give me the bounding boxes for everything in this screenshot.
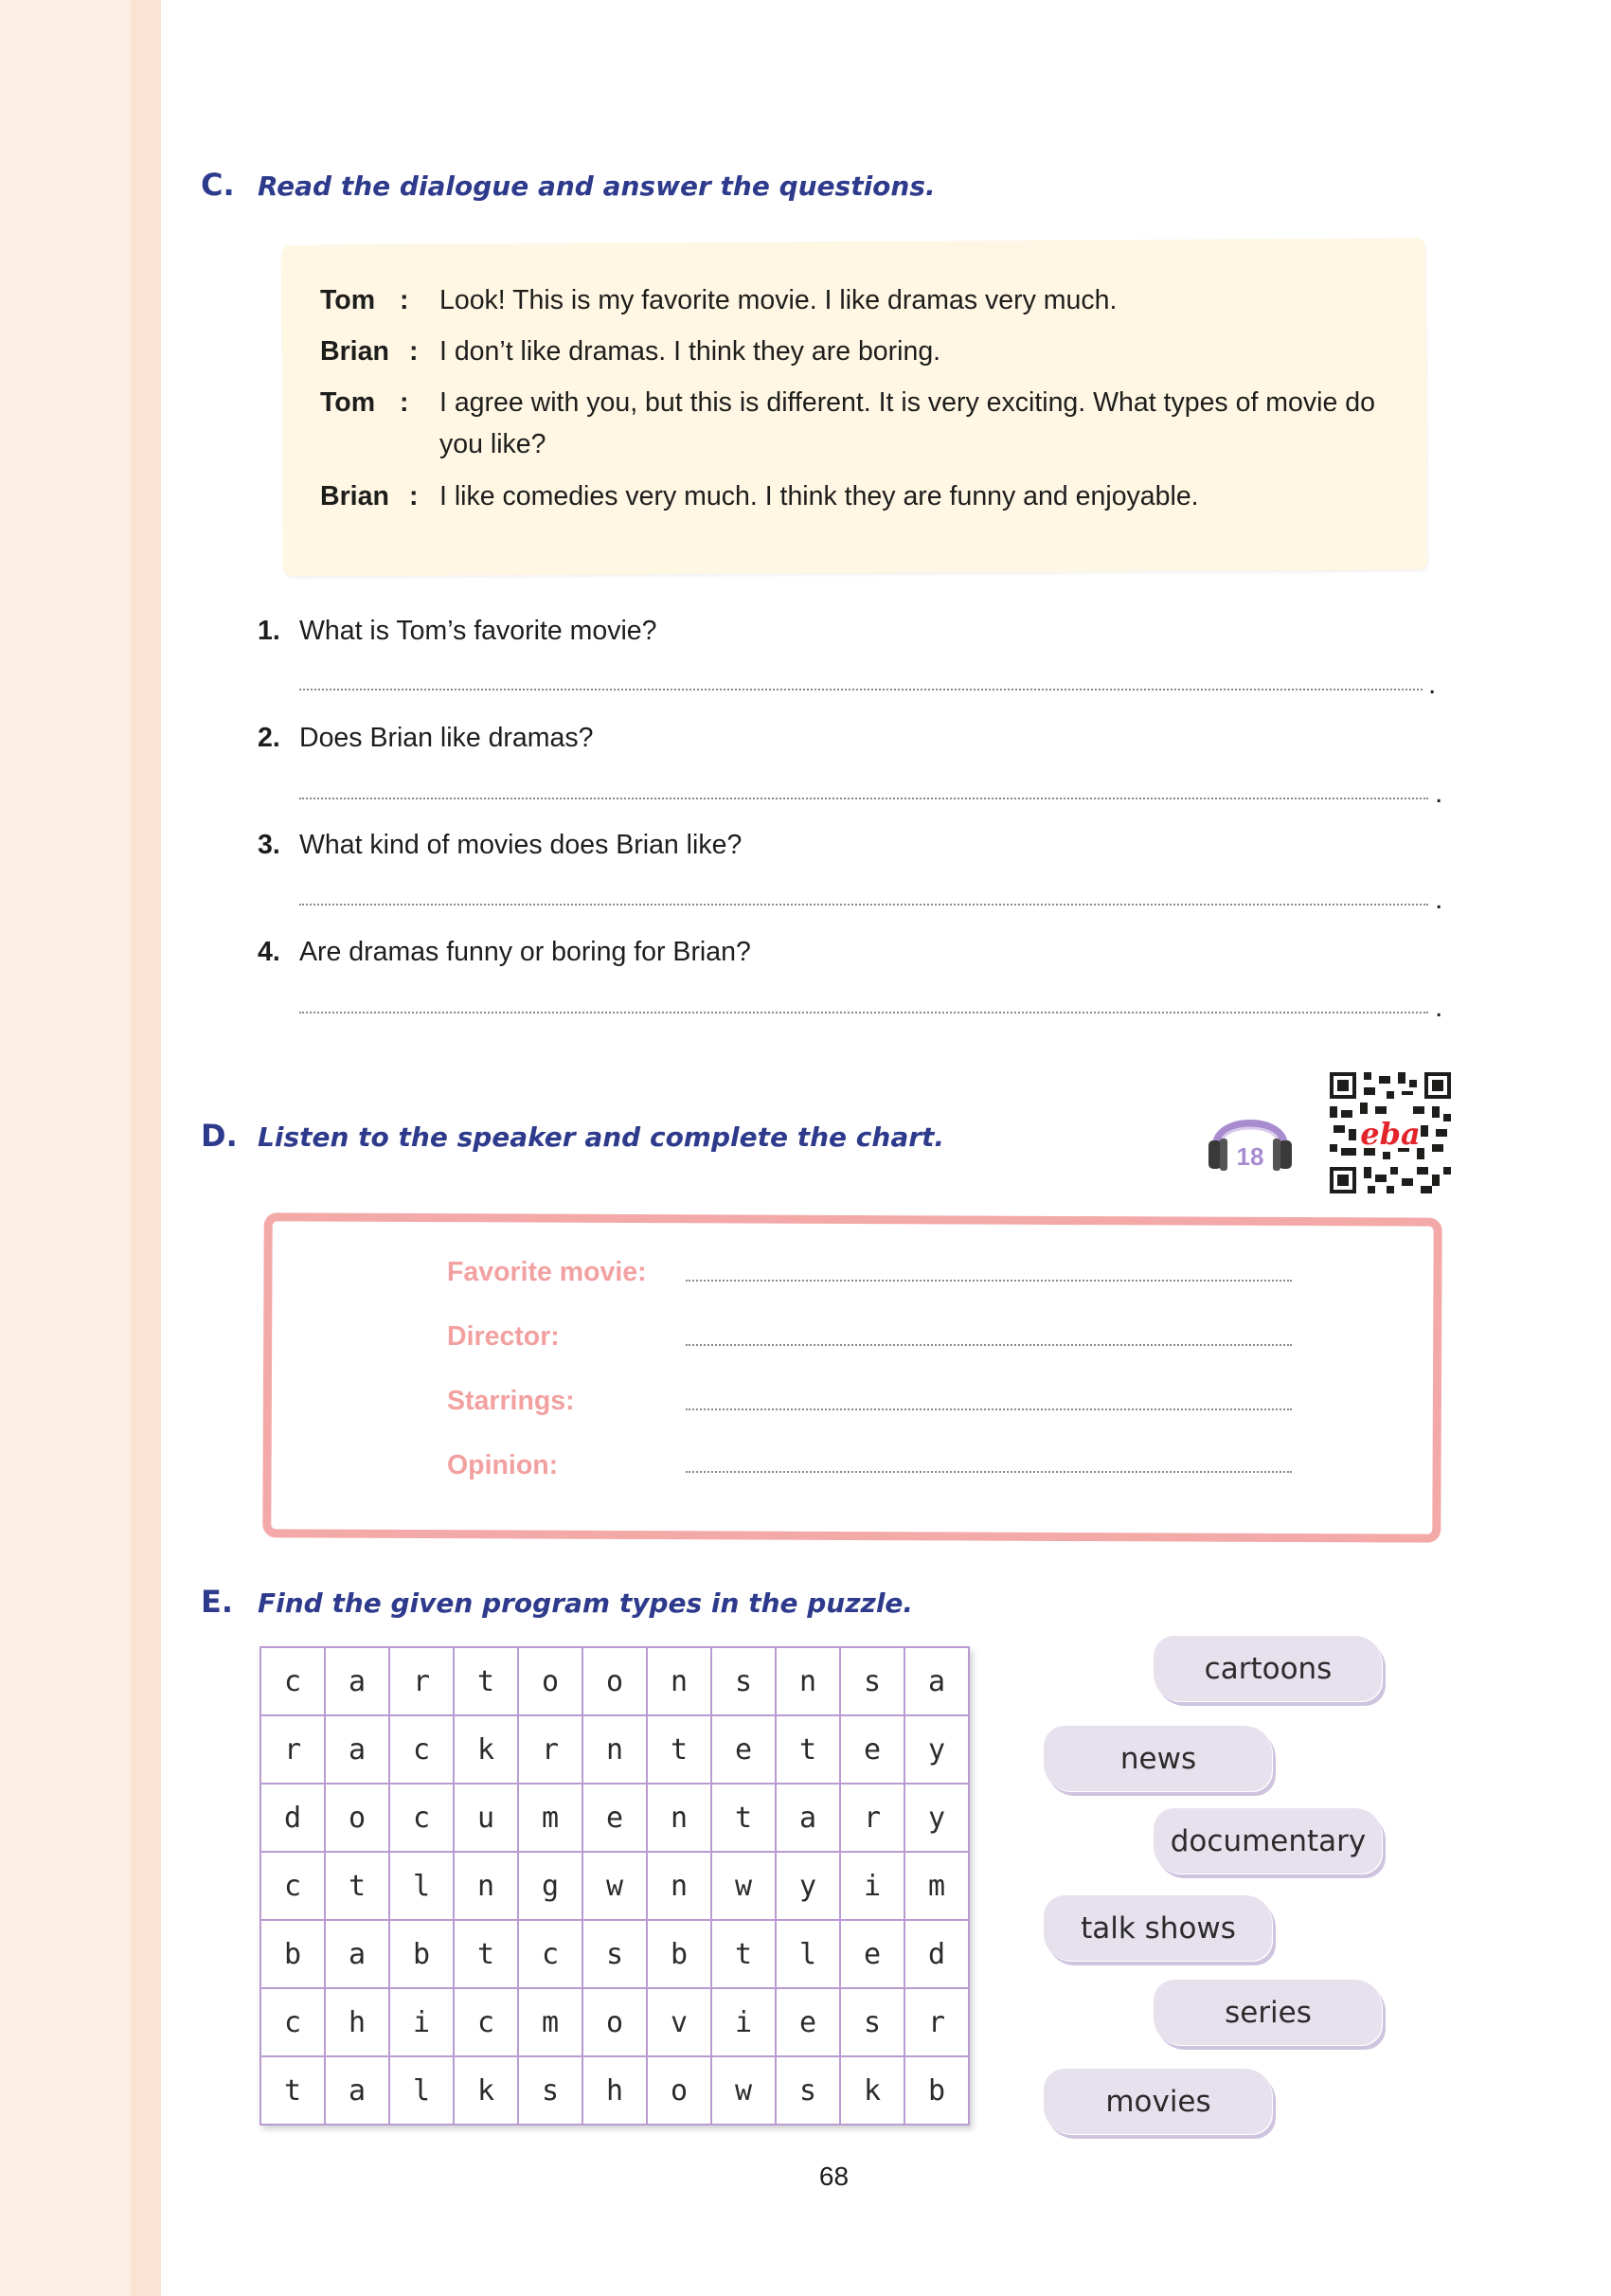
section-e-title: Find the given program types in the puzzle. <box>258 1587 914 1619</box>
grid-cell[interactable]: k <box>454 1715 518 1784</box>
grid-cell[interactable]: a <box>325 1715 389 1784</box>
grid-cell[interactable]: n <box>647 1852 711 1920</box>
chart-label-favorite-movie: Favorite movie: <box>447 1257 647 1287</box>
grid-cell[interactable]: o <box>582 1647 647 1715</box>
dialogue-colon: : <box>409 481 419 511</box>
chart-field-opinion[interactable] <box>686 1471 1292 1473</box>
page-margin <box>0 0 131 2296</box>
question-number: 4. <box>258 937 280 967</box>
grid-cell[interactable]: k <box>840 2056 904 2125</box>
grid-cell[interactable]: l <box>389 1852 454 1920</box>
grid-cell[interactable]: c <box>518 1920 582 1988</box>
grid-cell[interactable]: s <box>776 2056 840 2125</box>
grid-cell[interactable]: n <box>647 1784 711 1852</box>
dialogue-speaker: Brian <box>320 481 389 511</box>
grid-cell[interactable]: m <box>518 1988 582 2056</box>
grid-cell[interactable]: t <box>260 2056 325 2125</box>
dialogue-colon: : <box>409 336 419 367</box>
grid-cell[interactable]: t <box>454 1920 518 1988</box>
question-4 <box>258 937 751 968</box>
grid-cell[interactable]: r <box>389 1647 454 1715</box>
grid-cell[interactable]: u <box>454 1784 518 1852</box>
chart-field-starrings[interactable] <box>686 1408 1292 1410</box>
answer-line-3[interactable] <box>299 904 1428 906</box>
dialogue-text: Look! This is my favorite movie. I like dramas very much. <box>439 285 1118 315</box>
section-d-heading <box>201 1118 944 1154</box>
grid-cell[interactable]: a <box>904 1647 969 1715</box>
headphone-icon <box>1203 1099 1298 1175</box>
word-tag-movies: movies <box>1044 2069 1273 2135</box>
chart-field-favorite-movie[interactable] <box>686 1280 1292 1282</box>
grid-row <box>260 1988 969 2056</box>
dialogue-speaker: Tom <box>320 285 376 315</box>
dialogue-text: I agree with you, but this is different. It is very exciting. What types of movie do you like? <box>439 387 1375 459</box>
section-c-title: Read the dialogue and answer the questions. <box>258 170 936 202</box>
grid-cell[interactable]: s <box>518 2056 582 2125</box>
grid-cell[interactable]: e <box>840 1920 904 1988</box>
grid-cell[interactable]: s <box>840 1988 904 2056</box>
grid-cell[interactable]: c <box>260 1852 325 1920</box>
page-number: 68 <box>818 2161 850 2191</box>
qr-code[interactable] <box>1330 1072 1451 1193</box>
grid-cell[interactable]: s <box>840 1647 904 1715</box>
grid-cell[interactable]: o <box>647 2056 711 2125</box>
grid-cell[interactable]: t <box>776 1715 840 1784</box>
grid-cell[interactable]: i <box>711 1988 776 2056</box>
grid-cell[interactable]: d <box>260 1784 325 1852</box>
question-text: What kind of movies does Brian like? <box>299 830 743 860</box>
qr-code-icon <box>1330 1072 1451 1193</box>
grid-cell[interactable]: b <box>904 2056 969 2125</box>
answer-line-2[interactable] <box>299 798 1428 799</box>
dialogue-text: I don’t like dramas. I think they are boring. <box>439 336 941 367</box>
grid-cell[interactable]: y <box>904 1784 969 1852</box>
grid-cell[interactable]: r <box>518 1715 582 1784</box>
grid-cell[interactable]: e <box>711 1715 776 1784</box>
grid-cell[interactable]: c <box>389 1715 454 1784</box>
grid-cell[interactable]: o <box>518 1647 582 1715</box>
word-tag-talk-shows: talk shows <box>1044 1895 1273 1962</box>
answer-end-dot: . <box>1435 778 1443 809</box>
grid-cell[interactable]: n <box>647 1647 711 1715</box>
grid-row <box>260 1784 969 1852</box>
grid-cell[interactable]: r <box>904 1988 969 2056</box>
section-d-letter: D. <box>201 1118 238 1154</box>
grid-cell[interactable]: o <box>325 1784 389 1852</box>
section-e-heading <box>201 1584 913 1620</box>
question-2 <box>258 723 593 754</box>
grid-cell[interactable]: c <box>389 1784 454 1852</box>
dialogue-speaker: Brian <box>320 336 389 367</box>
grid-cell[interactable]: t <box>454 1647 518 1715</box>
answer-end-dot: . <box>1435 992 1443 1023</box>
grid-cell[interactable]: n <box>454 1852 518 1920</box>
page-margin-inner <box>131 0 161 2296</box>
grid-cell[interactable]: k <box>454 2056 518 2125</box>
dialogue-speaker: Tom <box>320 387 376 418</box>
word-search-grid <box>260 1646 970 2126</box>
grid-cell[interactable]: b <box>389 1920 454 1988</box>
grid-cell[interactable]: t <box>325 1852 389 1920</box>
grid-cell[interactable]: w <box>711 2056 776 2125</box>
answer-end-dot: . <box>1435 884 1443 915</box>
grid-cell[interactable]: d <box>904 1920 969 1988</box>
listening-chart <box>262 1212 1441 1542</box>
grid-row <box>260 2056 969 2125</box>
grid-cell[interactable]: v <box>647 1988 711 2056</box>
question-text: Are dramas funny or boring for Brian? <box>299 937 751 967</box>
grid-cell[interactable]: a <box>325 1920 389 1988</box>
grid-cell[interactable]: b <box>647 1920 711 1988</box>
grid-cell[interactable]: y <box>776 1852 840 1920</box>
grid-cell[interactable]: h <box>582 2056 647 2125</box>
grid-cell[interactable]: t <box>647 1715 711 1784</box>
chart-label-director: Director: <box>447 1321 560 1352</box>
grid-cell[interactable]: t <box>711 1920 776 1988</box>
word-tag-series: series <box>1154 1980 1383 2046</box>
answer-line-4[interactable] <box>299 1012 1428 1013</box>
grid-cell[interactable]: a <box>776 1784 840 1852</box>
chart-label-opinion: Opinion: <box>447 1450 559 1480</box>
dialogue-colon: : <box>400 285 409 315</box>
question-1 <box>258 616 657 647</box>
answer-line-1[interactable] <box>299 689 1423 691</box>
dialogue-text: I like comedies very much. I think they are funny and enjoyable. <box>439 481 1199 511</box>
section-c-letter: C. <box>201 167 235 203</box>
track-number: 18 <box>1236 1142 1264 1171</box>
grid-cell[interactable]: l <box>389 2056 454 2125</box>
grid-cell[interactable]: n <box>776 1647 840 1715</box>
grid-cell[interactable]: t <box>711 1784 776 1852</box>
grid-cell[interactable]: w <box>582 1852 647 1920</box>
grid-cell[interactable]: y <box>904 1715 969 1784</box>
grid-cell[interactable]: s <box>582 1920 647 1988</box>
grid-cell[interactable]: c <box>260 1647 325 1715</box>
grid-cell[interactable]: o <box>582 1988 647 2056</box>
word-tag-documentary: documentary <box>1154 1808 1383 1874</box>
word-tag-cartoons: cartoons <box>1154 1636 1383 1702</box>
grid-cell[interactable]: c <box>260 1988 325 2056</box>
grid-cell[interactable]: m <box>518 1784 582 1852</box>
word-tag-news: news <box>1044 1726 1273 1792</box>
section-e-letter: E. <box>201 1584 234 1620</box>
grid-cell[interactable]: a <box>325 1647 389 1715</box>
grid-cell[interactable]: a <box>325 2056 389 2125</box>
question-number: 2. <box>258 723 280 753</box>
grid-cell[interactable]: e <box>840 1715 904 1784</box>
grid-cell[interactable]: r <box>260 1715 325 1784</box>
grid-cell[interactable]: b <box>260 1920 325 1988</box>
grid-row <box>260 1920 969 1988</box>
question-text: Does Brian like dramas? <box>299 723 594 753</box>
answer-end-dot: . <box>1428 669 1437 700</box>
audio-track-button[interactable] <box>1203 1099 1298 1175</box>
grid-cell[interactable]: e <box>776 1988 840 2056</box>
section-d-title: Listen to the speaker and complete the chart. <box>258 1121 945 1153</box>
grid-row <box>260 1647 969 1715</box>
question-3 <box>258 830 742 861</box>
grid-cell[interactable]: i <box>840 1852 904 1920</box>
question-text: What is Tom’s favorite movie? <box>299 616 657 646</box>
grid-cell[interactable]: c <box>454 1988 518 2056</box>
chart-field-director[interactable] <box>686 1344 1292 1346</box>
grid-cell[interactable]: s <box>711 1647 776 1715</box>
grid-cell[interactable]: e <box>582 1784 647 1852</box>
qr-eba-label: eba <box>1360 1116 1421 1152</box>
grid-row <box>260 1852 969 1920</box>
chart-label-starrings: Starrings: <box>447 1386 575 1416</box>
word-search-puzzle <box>260 1646 970 2126</box>
section-c-heading <box>201 167 936 203</box>
question-number: 1. <box>258 616 280 646</box>
grid-cell[interactable]: m <box>904 1852 969 1920</box>
grid-cell[interactable]: r <box>840 1784 904 1852</box>
grid-cell[interactable]: g <box>518 1852 582 1920</box>
grid-row <box>260 1715 969 1784</box>
grid-cell[interactable]: w <box>711 1852 776 1920</box>
grid-cell[interactable]: l <box>776 1920 840 1988</box>
grid-cell[interactable]: n <box>582 1715 647 1784</box>
grid-cell[interactable]: i <box>389 1988 454 2056</box>
dialogue-colon: : <box>400 387 409 418</box>
grid-cell[interactable]: h <box>325 1988 389 2056</box>
question-number: 3. <box>258 830 280 860</box>
